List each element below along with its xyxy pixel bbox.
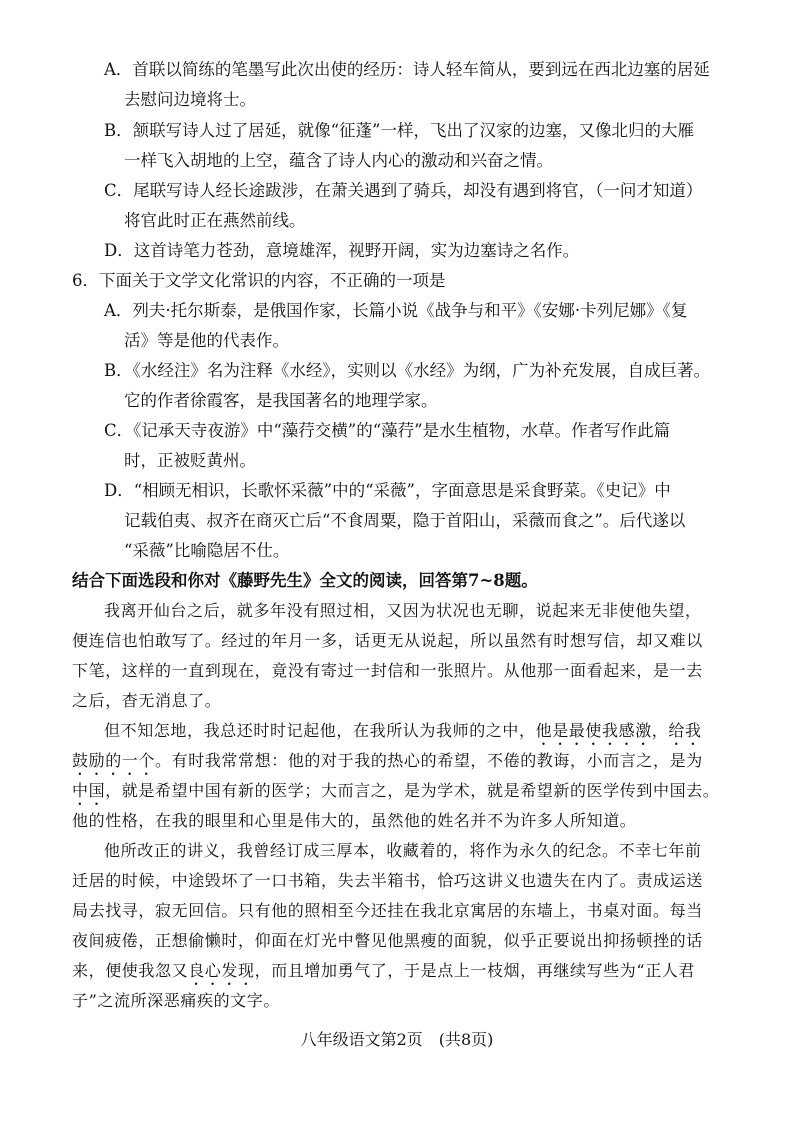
passage-p2-line3-dotted: 中国 (72, 781, 106, 800)
q5-option-d: D．这首诗笔力苍劲，意境雄浑，视野开阔，实为边塞诗之名作。 (104, 241, 580, 260)
passage-p2-line1-plain: 但不知怎地，我总还时时记起他，在我所认为我师的之中， (104, 721, 536, 740)
q5-option-a-line2: 去慰问边境将士。 (124, 90, 256, 109)
passage-p2-line4: 他的性格，在我的眼里和心里是伟大的，虽然他的姓名并不为许多人所知道。 (72, 811, 637, 830)
passage-p1-line3: 下笔，这样的一直到现在，竟没有寄过一封信和一张照片。从他那一面看起来，是一去 (72, 661, 703, 680)
passage-p2-line3-plain: ，就是希望中国有新的医学；大而言之，是为学术，就是希望新的医学传到中国去。 (105, 781, 720, 800)
q5-option-b-line1: B．颔联写诗人过了居延，就像“征蓬”一样，飞出了汉家的边塞，又像北归的大雁 (104, 121, 694, 140)
q5-option-b-line2: 一样飞入胡地的上空，蕴含了诗人内心的激动和兴奋之情。 (124, 151, 553, 170)
reading-instruction: 结合下面选段和你对《藤野先生》全文的阅读，回答第7~8题。 (72, 571, 538, 590)
passage-p3-line5-plain-a: 来，便使我忽又 (72, 961, 189, 980)
passage-p3-line5-plain-b: ，而且增加勇气了，于是点上一枝烟，再继续写些为“正人君 (254, 961, 695, 980)
q6-option-a-line1: A．列夫·托尔斯泰，是俄国作家，长篇小说《战争与和平》《安娜·卡列尼娜》《复 (104, 301, 688, 320)
passage-p3-line1: 他所改正的讲义，我曾经订成三厚本，收藏着的，将作为永久的纪念。不幸七年前 (104, 841, 702, 860)
q6-option-c-line2: 时，正被贬黄州。 (124, 451, 256, 470)
q5-option-c-line2: 将官此时正在燕然前线。 (124, 211, 306, 230)
passage-p1-line1: 我离开仙台之后，就多年没有照过相，又因为状况也无聊，说起来无非使他失望， (104, 601, 702, 620)
q5-option-a-line1: A．首联以简练的笔墨写此次出使的经历：诗人轻车简从，要到远在西北边塞的居延 (104, 60, 710, 79)
passage-p2-line1 (104, 721, 702, 749)
q6-stem: 6．下面关于文学文化常识的内容，不正确的一项是 (72, 271, 446, 290)
passage-p2-line2 (72, 751, 703, 779)
passage-p3-line5-dotted: 良心发现 (188, 961, 255, 980)
q6-option-b-line1: B．《水经注》名为注释《水经》，实则以《水经》为纲，广为补充发展，自成巨著。 (104, 361, 711, 380)
q6-option-d-line2: 记载伯夷、叔齐在商灭亡后“不食周粟，隐于首阳山，采薇而食之”。后代遂以 (124, 511, 686, 530)
passage-p3-line6: 子”之流所深恶痛疾的文字。 (72, 991, 280, 1010)
q6-option-b-line2: 它的作者徐霞客，是我国著名的地理学家。 (124, 391, 438, 410)
passage-p3-line2: 迁居的时候，中途毁坏了一口书箱，失去半箱书，恰巧这讲义也遗失在内了。责成运送 (72, 871, 703, 890)
q6-option-d-line1: D．“相顾无相识，长歌怀采薇”中的“采薇”，字面意思是采食野菜。《史记》中 (104, 481, 671, 500)
passage-p1-line4: 之后，杳无消息了。 (72, 691, 222, 710)
q5-option-c-line1: C．尾联写诗人经长途跋涉，在萧关遇到了骑兵，却没有遇到将官，（一问才知道） (104, 181, 703, 200)
q6-option-a-line2: 活》等是他的代表作。 (124, 331, 289, 350)
passage-p2-line2-dotted: 鼓励的一个 (72, 751, 156, 770)
passage-p2-line2-plain: 。有时我常常想：他的对于我的热心的希望，不倦的教诲，小而言之，是为 (155, 751, 703, 770)
passage-p3-line5 (72, 961, 695, 989)
passage-p3-line4: 夜间疲倦，正想偷懒时，仰面在灯光中瞥见他黑瘦的面貌，似乎正要说出抑扬顿挫的话 (72, 931, 703, 950)
passage-p2-line3 (72, 781, 719, 809)
passage-p3-line3: 局去找寻，寂无回信。只有他的照相至今还挂在我北京寓居的东墙上，书桌对面。每当 (72, 901, 703, 920)
q6-option-c-line1: C．《记承天寺夜游》中“藻荇交横”的“藻荇”是水生植物，水草。作者写作此篇 (104, 421, 671, 440)
passage-p1-line2: 便连信也怕敢写了。经过的年月一多，话更无从说起，所以虽然有时想写信，却又难以 (72, 631, 703, 650)
passage-p2-line1-dotted: 他是最使我感激，给我 (535, 721, 702, 740)
page-footer: 八年级语文第2页 (共8页) (300, 1030, 494, 1049)
q6-option-d-line3: “采薇”比喻隐居不仕。 (124, 541, 290, 560)
